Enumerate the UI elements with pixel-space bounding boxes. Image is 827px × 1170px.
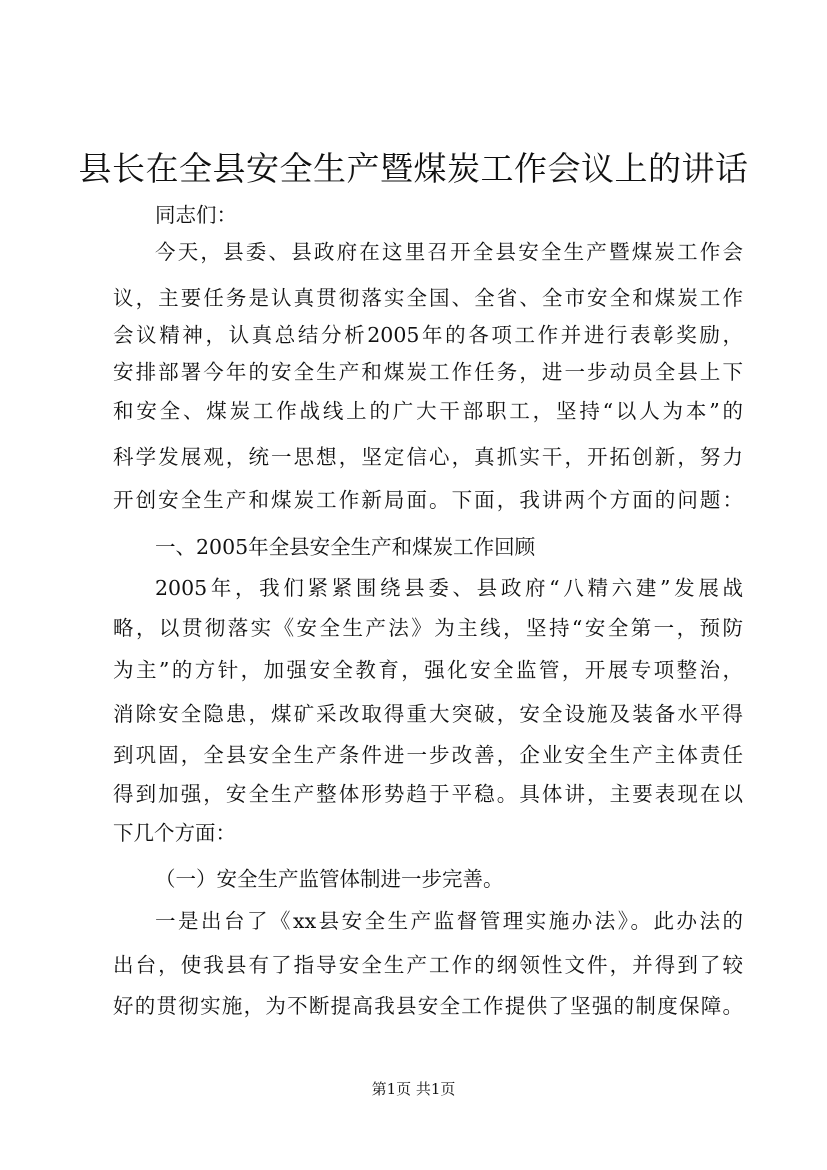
salutation-line: 同志们： bbox=[155, 203, 237, 227]
body-text-line: 好的贯彻实施，为不断提高我县安全工作提供了坚强的制度保障。 bbox=[113, 994, 743, 1018]
body-text-line: 议，主要任务是认真贯彻落实全国、全省、全市安全和煤炭工作 bbox=[113, 286, 743, 310]
body-text-line: 到巩固，全县安全生产条件进一步改善，企业安全生产主体责任 bbox=[113, 743, 743, 767]
body-text-line: 下几个方面： bbox=[113, 821, 236, 845]
body-text-line: 一是出台了《xx县安全生产监督管理实施办法》。此办法的 bbox=[155, 909, 743, 933]
document-title: 县长在全县安全生产暨煤炭工作会议上的讲话 bbox=[78, 149, 749, 188]
body-text-line: 出台，使我县有了指导安全生产工作的纲领性文件，并得到了较 bbox=[113, 953, 743, 977]
page-number-footer: 第1页 共1页 bbox=[371, 1080, 456, 1098]
subsection-heading: （一）安全生产监管体制进一步完善。 bbox=[155, 867, 504, 891]
section-heading: 一、2005年全县安全生产和煤炭工作回顾 bbox=[155, 535, 536, 559]
body-text-line: 得到加强，安全生产整体形势趋于平稳。具体讲，主要表现在以 bbox=[113, 782, 743, 806]
body-text-line: 为主”的方针，加强安全教育，强化安全监管，开展专项整治， bbox=[113, 658, 743, 682]
body-text-line: 2005年，我们紧紧围绕县委、县政府“八精六建”发展战 bbox=[155, 576, 743, 600]
body-text-line: 和安全、煤炭工作战线上的广大干部职工，坚持“以人为本”的 bbox=[113, 399, 743, 423]
body-text-line: 消除安全隐患，煤矿采改取得重大突破，安全设施及装备水平得 bbox=[113, 702, 743, 726]
body-text-line: 会议精神，认真总结分析2005年的各项工作并进行表彰奖励， bbox=[113, 323, 743, 347]
body-text-line: 安排部署今年的安全生产和煤炭工作任务，进一步动员全县上下 bbox=[113, 360, 743, 384]
body-text-line: 略，以贯彻落实《安全生产法》为主线，坚持“安全第一，预防 bbox=[113, 616, 743, 640]
body-text-line: 今天，县委、县政府在这里召开全县安全生产暨煤炭工作会 bbox=[155, 240, 743, 264]
body-text-line: 科学发展观，统一思想，坚定信心，真抓实干，开拓创新，努力 bbox=[113, 445, 743, 469]
body-text-line: 开创安全生产和煤炭工作新局面。下面，我讲两个方面的问题： bbox=[113, 488, 743, 512]
